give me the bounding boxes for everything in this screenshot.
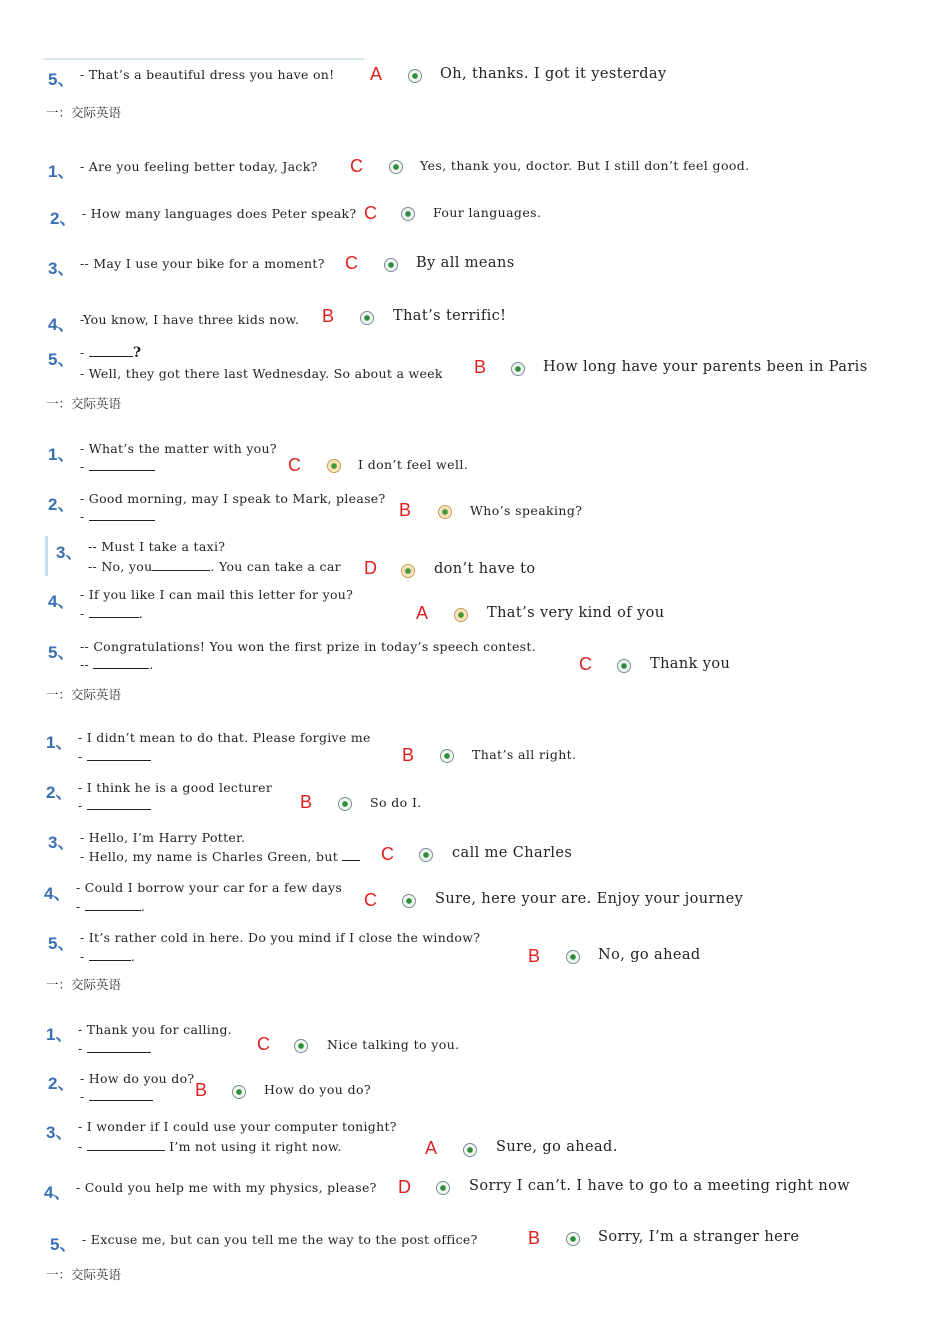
question-line-1: - I think he is a good lecturer (78, 780, 273, 795)
radio-selected-icon[interactable] (401, 207, 415, 221)
question-number: 5、 (50, 1235, 77, 1254)
question-number: 4、 (48, 315, 75, 334)
radio-selected-icon[interactable] (419, 848, 433, 862)
section-title: 一：交际英语 (46, 687, 122, 702)
answer-letter: B (528, 1228, 541, 1248)
answer-letter: B (300, 792, 313, 812)
question-text: -You know, I have three kids now. (80, 312, 300, 327)
question-line-1: - How do you do? (80, 1071, 195, 1086)
answer-letter: D (398, 1177, 411, 1197)
radio-selected-icon[interactable] (384, 258, 398, 272)
answer-letter: C (350, 156, 363, 176)
answer-blank (93, 657, 149, 669)
choice-text: Sure, here your are. Enjoy your journey (435, 891, 744, 907)
question-line-1: - Could I borrow your car for a few days (76, 880, 343, 895)
choice-text: That’s very kind of you (487, 605, 665, 621)
choice-text: That’s all right. (472, 747, 577, 762)
question-text: - How many languages does Peter speak? (82, 206, 357, 221)
question-number: 1、 (48, 445, 75, 464)
choice-text: don’t have to (434, 561, 536, 577)
answer-blank (89, 606, 139, 618)
question-line-2: - (78, 798, 151, 813)
radio-selected-icon[interactable] (389, 160, 403, 174)
question-number: 1、 (46, 733, 73, 752)
answer-letter: B (195, 1080, 208, 1100)
side-marker (45, 536, 48, 576)
answer-letter: B (399, 500, 412, 520)
question-text: - That’s a beautiful dress you have on! (80, 67, 335, 82)
radio-selected-icon[interactable] (440, 749, 454, 763)
choice-text: Nice talking to you. (327, 1037, 460, 1052)
radio-selected-icon[interactable] (408, 69, 422, 83)
question-number: 2、 (46, 783, 73, 802)
question-text: - Are you feeling better today, Jack? (80, 159, 318, 174)
answer-letter: B (528, 946, 541, 966)
answer-blank (89, 509, 155, 521)
question-line-1: - If you like I can mail this letter for you? (80, 587, 354, 602)
section-title: 一：交际英语 (46, 1267, 122, 1282)
question-number: 5、 (48, 350, 75, 369)
answer-blank (152, 559, 210, 571)
choice-text: Yes, thank you, doctor. But I still don’t feel good. (420, 158, 750, 173)
answer-blank (87, 798, 151, 810)
question-line-1: - Good morning, may I speak to Mark, please? (80, 491, 386, 506)
question-number: 5、 (48, 70, 75, 89)
question-number: 4、 (44, 884, 71, 903)
question-line-2: - I’m not using it right now. (78, 1139, 342, 1154)
question-text: -- May I use your bike for a moment? (80, 256, 325, 271)
question-line-2: - . (80, 606, 144, 621)
answer-blank (89, 949, 131, 961)
question-number: 4、 (44, 1183, 71, 1202)
answer-blank (342, 849, 360, 861)
answer-blank (87, 1139, 165, 1151)
answer-letter: B (474, 357, 487, 377)
answer-letter: C (364, 890, 377, 910)
answer-blank (87, 1041, 151, 1053)
choice-text: Who’s speaking? (470, 503, 583, 518)
question-line-2: - Hello, my name is Charles Green, but (80, 849, 360, 864)
question-number: 3、 (56, 543, 83, 562)
choice-text: By all means (416, 255, 515, 271)
question-line-2: - (80, 459, 155, 474)
choice-text: That’s terrific! (393, 308, 507, 324)
question-line-1: - I wonder if I could use your computer tonight? (78, 1119, 397, 1134)
choice-text: Sorry I can’t. I have to go to a meeting right now (469, 1178, 851, 1194)
question-number: 5、 (48, 643, 75, 662)
choice-text: Thank you (650, 656, 731, 672)
choice-text: Sorry, I’m a stranger here (598, 1229, 800, 1245)
question-number: 4、 (48, 592, 75, 611)
answer-letter: B (402, 745, 415, 765)
choice-text: No, go ahead (598, 947, 701, 963)
radio-selected-icon[interactable] (402, 894, 416, 908)
answer-letter: A (416, 603, 429, 623)
answer-letter: A (370, 64, 383, 84)
question-line-2: - . (76, 899, 146, 914)
question-text: - Could you help me with my physics, please? (76, 1180, 377, 1195)
answer-letter: B (322, 306, 335, 326)
question-number: 3、 (48, 259, 75, 278)
radio-selected-icon[interactable] (438, 505, 452, 519)
choice-text: So do I. (370, 795, 422, 810)
choice-text: I don’t feel well. (358, 457, 469, 472)
radio-selected-icon[interactable] (338, 797, 352, 811)
choice-text: Oh, thanks. I got it yesterday (440, 66, 667, 82)
answer-letter: C (288, 455, 301, 475)
answer-letter: C (345, 253, 358, 273)
radio-selected-icon[interactable] (327, 459, 341, 473)
question-line-2: - (80, 509, 155, 524)
radio-selected-icon[interactable] (401, 564, 415, 578)
section-title: 一：交际英语 (46, 396, 122, 411)
question-line-2: - . (80, 949, 136, 964)
answer-letter: C (579, 654, 592, 674)
question-number: 2、 (48, 1074, 75, 1093)
question-number: 3、 (48, 833, 75, 852)
section-title: 一：交际英语 (46, 105, 122, 120)
question-line-1: -- Must I take a taxi? (88, 539, 226, 554)
top-divider (44, 58, 364, 60)
radio-selected-icon[interactable] (566, 950, 580, 964)
radio-selected-icon[interactable] (436, 1181, 450, 1195)
question-line-2: - (78, 1041, 151, 1056)
answer-blank (87, 749, 151, 761)
answer-letter: C (381, 844, 394, 864)
radio-selected-icon[interactable] (294, 1039, 308, 1053)
question-number: 1、 (46, 1025, 73, 1044)
question-line-2: -- . (80, 657, 154, 672)
answer-blank (89, 1089, 153, 1101)
question-line-1: - I didn’t mean to do that. Please forgive me (78, 730, 371, 745)
question-line-2: - (80, 1089, 153, 1104)
answer-letter: A (425, 1138, 438, 1158)
section-title: 一：交际英语 (46, 977, 122, 992)
question-text: - Excuse me, but can you tell me the way to the post office? (82, 1232, 478, 1247)
answer-letter: C (257, 1034, 270, 1054)
radio-selected-icon[interactable] (511, 362, 525, 376)
choice-text: Sure, go ahead. (496, 1139, 618, 1155)
question-line-2: -- No, you . You can take a car (88, 559, 341, 574)
answer-letter: D (364, 558, 377, 578)
question-number: 2、 (48, 495, 75, 514)
radio-selected-icon[interactable] (566, 1232, 580, 1246)
answer-letter: C (364, 203, 377, 223)
question-number: 3、 (46, 1123, 73, 1142)
answer-blank (89, 345, 133, 357)
radio-selected-icon[interactable] (232, 1085, 246, 1099)
question-number: 5、 (48, 934, 75, 953)
radio-selected-icon[interactable] (360, 311, 374, 325)
radio-selected-icon[interactable] (463, 1143, 477, 1157)
choice-text: How do you do? (264, 1082, 372, 1097)
question-line-1: - What’s the matter with you? (80, 441, 277, 456)
question-line-2: - Well, they got there last Wednesday. So about a week (80, 366, 443, 381)
choice-text: How long have your parents been in Paris (543, 359, 868, 375)
question-number: 1、 (48, 162, 75, 181)
answer-blank (85, 899, 141, 911)
question-line-1: - Thank you for calling. (78, 1022, 233, 1037)
question-line-1: - ? (80, 345, 142, 361)
question-line-1: - Hello, I’m Harry Potter. (80, 830, 246, 845)
choice-text: call me Charles (452, 845, 573, 861)
choice-text: Four languages. (433, 205, 542, 220)
radio-selected-icon[interactable] (617, 659, 631, 673)
question-line-2: - (78, 749, 151, 764)
radio-selected-icon[interactable] (454, 608, 468, 622)
question-line-1: -- Congratulations! You won the first prize in today’s speech contest. (80, 639, 536, 654)
answer-blank (89, 459, 155, 471)
question-number: 2、 (50, 209, 77, 228)
question-line-1: - It’s rather cold in here. Do you mind if I close the window? (80, 930, 481, 945)
